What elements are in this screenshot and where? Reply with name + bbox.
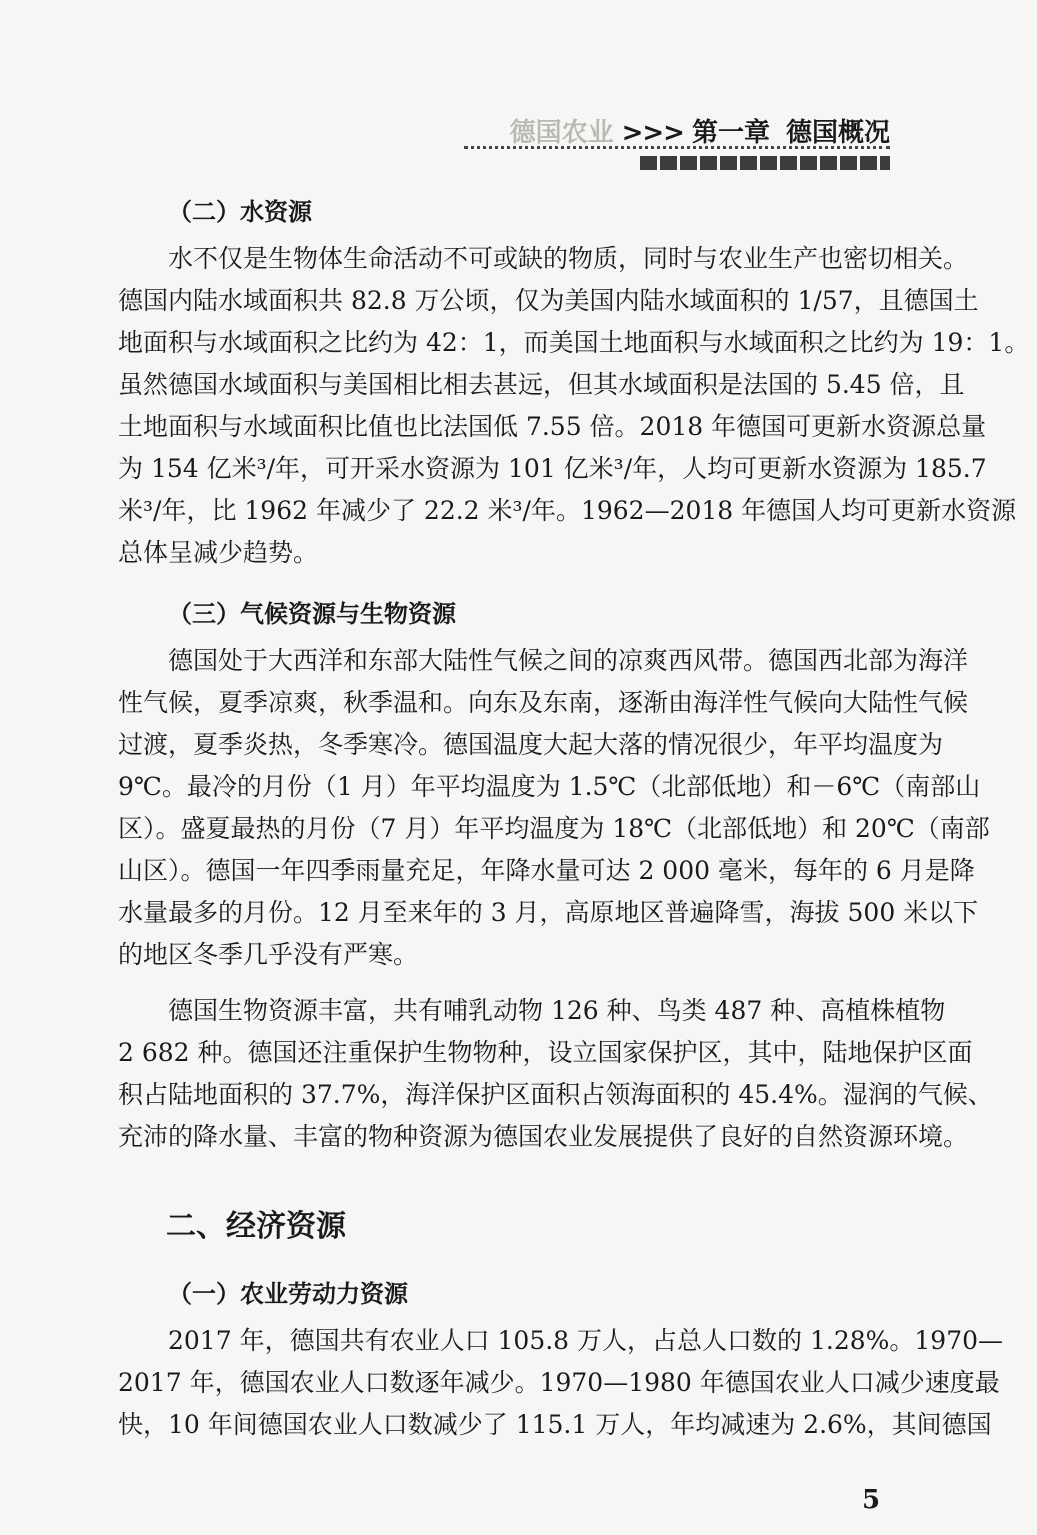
text-line: 为 154 亿米³/年，可开采水资源为 101 亿米³/年，人均可更新水资源为 185.7 xyxy=(118,454,987,483)
running-header xyxy=(460,112,890,172)
running-head-faint-text: 德国农业 xyxy=(509,118,614,148)
page-body xyxy=(118,186,1030,1446)
paragraph-labor xyxy=(118,1320,1004,1446)
section-heading-water: （二）水资源 xyxy=(168,198,312,226)
text-line: 德国内陆水域面积共 82.8 万公顷，仅为美国内陆水域面积的 1/57，且德国土 xyxy=(118,286,979,315)
section-heading-economy: 二、经济资源 xyxy=(166,1209,346,1244)
chapter-number: 第一章 xyxy=(691,118,770,148)
text-line: 米³/年，比 1962 年减少了 22.2 米³/年。1962—2018 年德国人均可更新水资源 xyxy=(118,496,1017,525)
text-line: 水不仅是生物体生命活动不可或缺的物质，同时与农业生产也密切相关。 xyxy=(168,244,969,273)
paragraph-biology xyxy=(118,990,993,1158)
text-line: 土地面积与水域面积比值也比法国低 7.55 倍。2018 年德国可更新水资源总量 xyxy=(118,412,987,441)
page-number: 5 xyxy=(862,1485,881,1515)
paragraph-climate xyxy=(118,640,990,976)
text-line: 的地区冬季几乎没有严寒。 xyxy=(118,940,419,969)
text-line: 过渡，夏季炎热，冬季寒冷。德国温度大起大落的情况很少，年平均温度为 xyxy=(118,730,944,759)
text-line: 9℃。最冷的月份（1 月）年平均温度为 1.5℃（北部低地）和－6℃（南部山 xyxy=(118,772,981,801)
text-line: 积占陆地面积的 37.7%，海洋保护区面积占领海面积的 45.4%。湿润的气候、 xyxy=(118,1080,993,1109)
text-line: 地面积与水域面积之比约为 42：1，而美国土地面积与水域面积之比约为 19：1。 xyxy=(118,328,1030,357)
text-line: 充沛的降水量、丰富的物种资源为德国农业发展提供了良好的自然资源环境。 xyxy=(118,1122,969,1151)
running-head-text xyxy=(510,112,890,149)
section-heading-climate: （三）气候资源与生物资源 xyxy=(168,600,456,628)
chevrons-icon: >>> xyxy=(621,118,684,148)
text-line: 德国处于大西洋和东部大陆性气候之间的凉爽西风带。德国西北部为海洋 xyxy=(168,646,969,675)
text-line: 区）。盛夏最热的月份（7 月）年平均温度为 18℃（北部低地）和 20℃（南部 xyxy=(118,814,990,843)
text-line: 快，10 年间德国农业人口数减少了 115.1 万人，年均减速为 2.6%，其间德国 xyxy=(118,1410,992,1439)
header-block-rule xyxy=(640,156,890,170)
text-line: 德国生物资源丰富，共有哺乳动物 126 种、鸟类 487 种、高植株植物 xyxy=(168,996,946,1025)
text-line: 水量最多的月份。12 月至来年的 3 月，高原地区普遍降雪，海拔 500 米以下 xyxy=(118,898,979,927)
text-line: 2017 年，德国共有农业人口 105.8 万人，占总人口数的 1.28%。1970— xyxy=(168,1326,1004,1355)
text-line: 性气候，夏季凉爽，秋季温和。向东及东南，逐渐由海洋性气候向大陆性气候 xyxy=(118,688,969,717)
text-line: 总体呈减少趋势。 xyxy=(118,538,319,567)
section-heading-labor: （一）农业劳动力资源 xyxy=(168,1280,408,1308)
header-dotted-rule xyxy=(464,146,890,149)
chapter-title: 德国概况 xyxy=(785,118,890,148)
paragraph-water xyxy=(118,238,1030,574)
text-line: 2 682 种。德国还注重保护生物物种，设立国家保护区，其中，陆地保护区面 xyxy=(118,1038,973,1067)
text-line: 2017 年，德国农业人口数逐年减少。1970—1980 年德国农业人口减少速度最 xyxy=(118,1368,1000,1397)
text-line: 虽然德国水域面积与美国相比相去甚远，但其水域面积是法国的 5.45 倍，且 xyxy=(118,370,965,399)
text-line: 山区）。德国一年四季雨量充足，年降水量可达 2 000 毫米，每年的 6 月是降 xyxy=(118,856,975,885)
